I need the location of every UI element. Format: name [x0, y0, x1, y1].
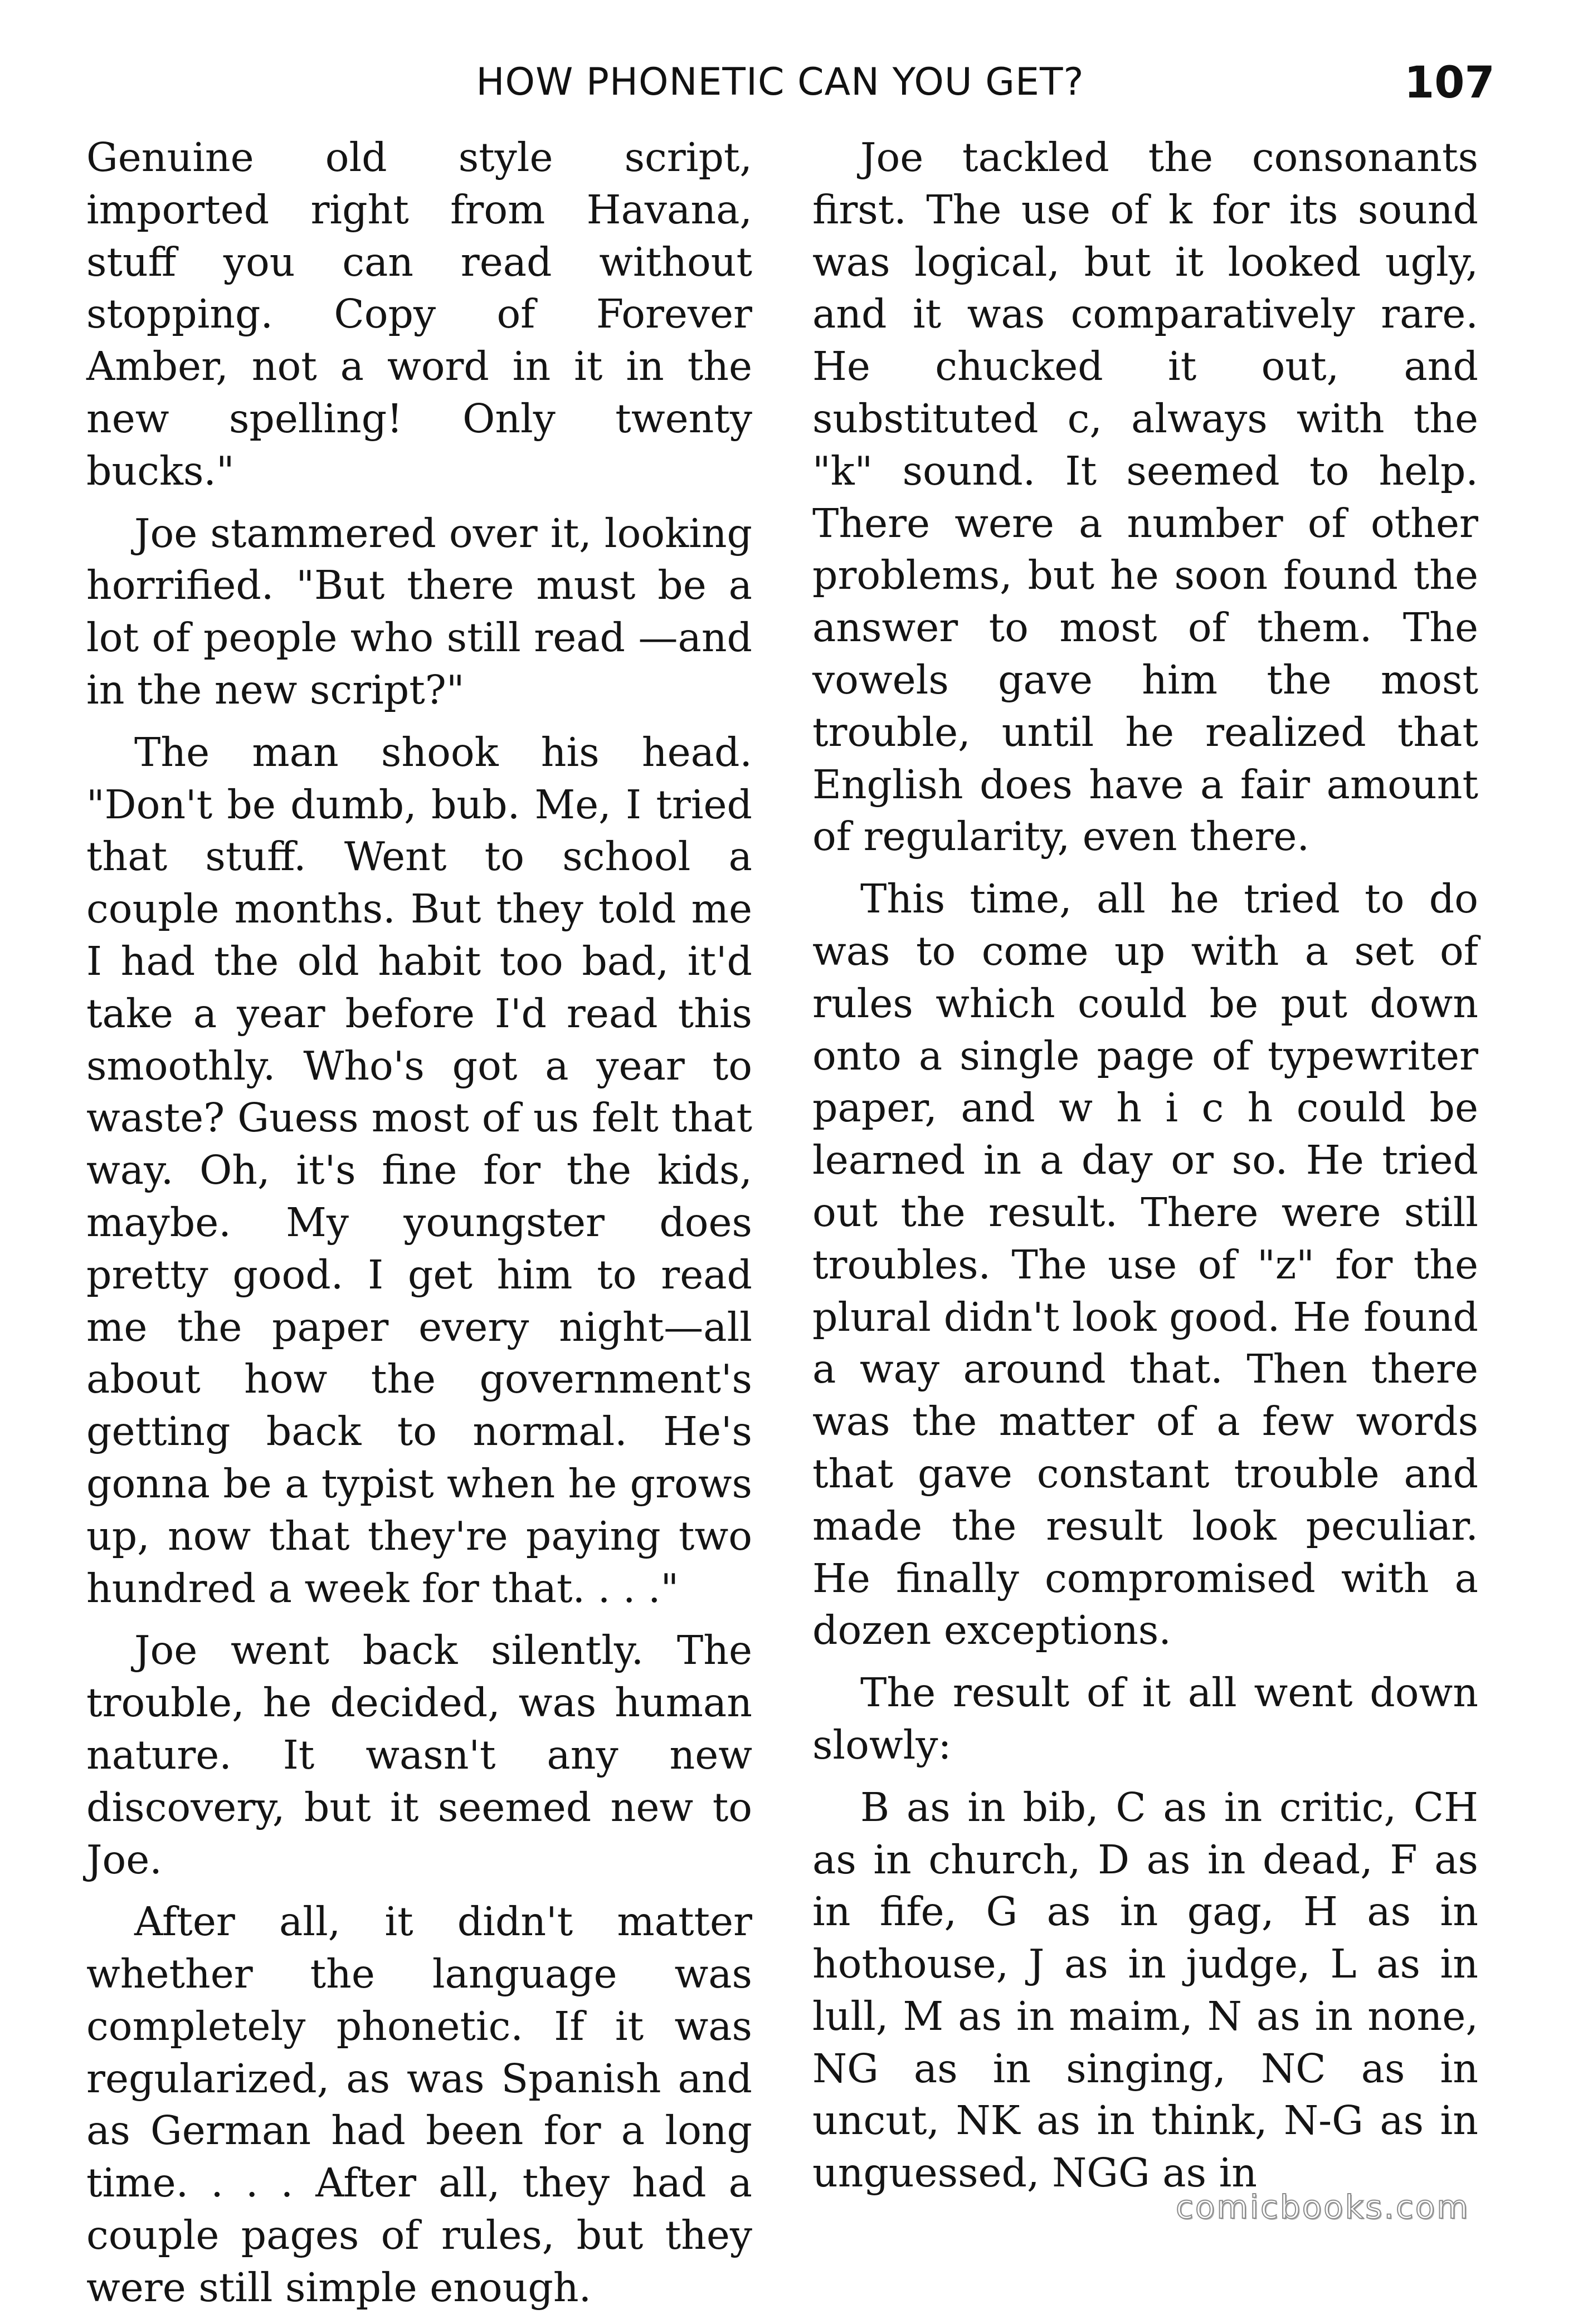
paragraph: The result of it all went down slowly:: [812, 1669, 1478, 1768]
page-number: 107: [1404, 58, 1495, 108]
paragraph: After all, it didn't matter whether the language was completely phonetic. If it was regularized, as was Spanish and as German had been for a long time. . . . After all, they had a couple pages of rules, but they were still simple enough.: [86, 1898, 752, 2311]
paragraph: Joe tackled the consonants first. The use of k for its sound was logical, but it looked ugly, and it was comparatively rare. He chucked it out, and substituted c, always with the "k" sound. It seemed to help. There were a number of other problems, but he soon found the answer to most of them. The vowels gave him the most trouble, until he realized that English does have a fair amount of regularity, even there.: [812, 134, 1478, 860]
paragraph: Genuine old style script, imported right from Havana, stuff you can read without stopping. Copy of Forever Amber, not a word in it in the new spelling! Only twenty bucks.": [86, 134, 752, 494]
page-header: [0, 60, 1578, 121]
paragraph: Joe went back silently. The trouble, he decided, was human nature. It wasn't any new discovery, but it seemed new to Joe.: [86, 1627, 752, 1883]
watermark: comicbooks.com: [1176, 2188, 1470, 2226]
paragraph: B as in bib, C as in critic, CH as in church, D as in dead, F as in fife, G as in gag, H as in hothouse, J as in judge, L as in lull, M as in maim, N as in none, NG as in singing, NC as in uncut, NK as in think, N-G as in unguessed, NGG as in: [812, 1784, 1478, 2196]
paragraph: Joe stammered over it, looking horrified. "But there must be a lot of people who still read —and in the new script?": [86, 510, 752, 713]
right-column: [812, 131, 1478, 2199]
paragraph: The man shook his head. "Don't be dumb, bub. Me, I tried that stuff. Went to school a couple months. But they told me I had the old habit too bad, it'd take a year before I'd read this smoothly. Who's got a year to waste? Guess most of us felt that way. Oh, it's fine for the kids, maybe. My youngster does pretty good. I get him to read me the paper every night—all about how the government's getting back to normal. He's gonna be a typist when he grows up, now that they're paying two hundred a week for that. . . .": [86, 729, 752, 1612]
running-title: HOW PHONETIC CAN YOU GET?: [476, 60, 1084, 104]
paragraph: This time, all he tried to do was to come up with a set of rules which could be put down onto a single page of typewriter paper, and w h i c h could be learned in a day or so. He tried out the result. There were still troubles. The use of "z" for the plural didn't look good. He found a way around that. Then there was the matter of a few words that gave constant trouble and made the result look peculiar. He finally compromised with a dozen exceptions.: [812, 876, 1478, 1654]
left-column: [86, 131, 752, 2324]
